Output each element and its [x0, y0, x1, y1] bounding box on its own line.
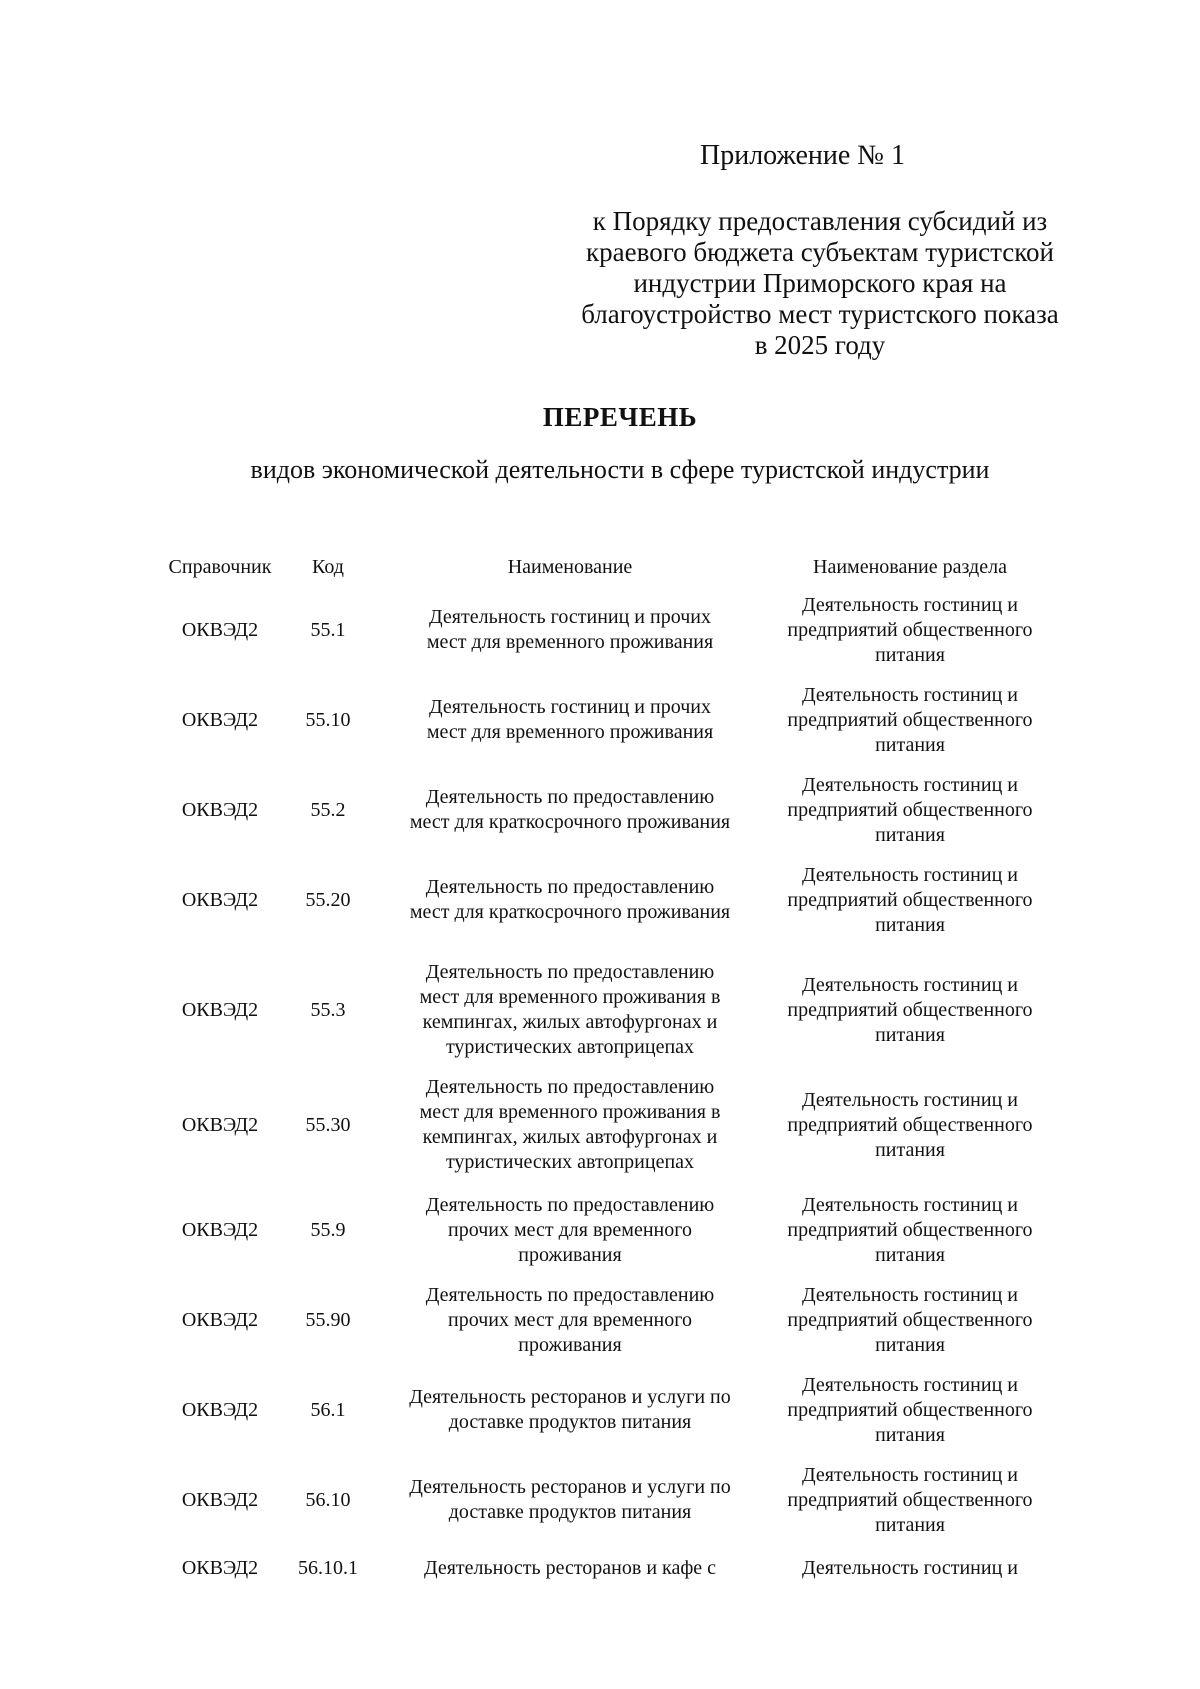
row-section-line: Деятельность гостиниц и	[802, 1463, 1018, 1486]
row-section-line: Деятельность гостиниц и	[802, 1193, 1018, 1216]
row-section	[760, 863, 1060, 938]
row-name-line: Деятельность гостиниц и прочих	[429, 696, 711, 718]
row-name	[380, 1283, 760, 1358]
row-name-line: мест для временного проживания	[426, 631, 714, 653]
row-name-line: Деятельность по предоставлению	[425, 961, 715, 983]
document-subtitle: видов экономической деятельности в сфере туристской индустрии	[250, 455, 990, 484]
row-name-line: Деятельность ресторанов и услуги по	[409, 1386, 731, 1408]
row-section	[760, 593, 1060, 668]
row-code-line: 55.30	[305, 1113, 351, 1136]
row-section-line: питания	[875, 1423, 945, 1446]
row-section	[760, 1283, 1060, 1358]
row-name-line: мест для временного проживания	[426, 721, 714, 743]
appendix-line: к Порядку предоставления субсидий из	[592, 206, 1048, 236]
row-code	[288, 618, 368, 643]
row-name	[380, 1475, 760, 1525]
row-reference-line: ОКВЭД2	[181, 888, 259, 911]
header-name: Наименование	[507, 556, 633, 578]
row-name-line: проживания	[518, 1333, 622, 1356]
appendix-line: в 2025 году	[754, 330, 886, 360]
row-name-line: доставке продуктов питания	[448, 1501, 692, 1523]
row-section-line: питания	[875, 823, 945, 846]
row-name-line: прочих мест для временного	[448, 1218, 692, 1241]
row-reference-line: ОКВЭД2	[181, 1308, 259, 1331]
row-name-line: Деятельность гостиниц и прочих	[429, 606, 711, 628]
row-name	[380, 785, 760, 835]
row-code-line: 56.1	[310, 1398, 346, 1421]
row-section-line: Деятельность гостиниц и	[802, 1088, 1018, 1111]
row-section-line: Деятельность гостиниц и	[802, 593, 1018, 616]
row-name-line: Деятельность по предоставлению	[425, 1193, 715, 1216]
row-name-line: мест для временного проживания в	[419, 1101, 721, 1123]
row-name-line: мест для краткосрочного проживания	[409, 811, 731, 833]
row-name-line: кемпингах, жилых автофургонах и	[422, 1011, 718, 1033]
row-name	[380, 960, 760, 1060]
row-code	[288, 1556, 368, 1581]
row-section-line: предприятий общественного	[787, 1113, 1033, 1136]
row-name	[380, 1193, 760, 1268]
row-reference-line: ОКВЭД2	[181, 1556, 259, 1579]
row-code	[288, 888, 368, 913]
row-code	[288, 1218, 368, 1243]
row-section-line: предприятий общественного	[787, 708, 1033, 731]
row-code	[288, 1488, 368, 1513]
row-reference	[150, 1218, 290, 1243]
row-section	[760, 1556, 1060, 1581]
row-section	[760, 1463, 1060, 1538]
row-section	[760, 1088, 1060, 1163]
row-name-line: проживания	[518, 1243, 622, 1266]
row-name	[380, 875, 760, 925]
row-section-line: питания	[875, 1513, 945, 1536]
row-reference	[150, 1556, 290, 1581]
row-reference-line: ОКВЭД2	[181, 618, 259, 641]
row-section-line: предприятий общественного	[787, 1218, 1033, 1241]
row-code-line: 56.10	[305, 1488, 351, 1511]
document-title: ПЕРЕЧЕНЬ	[542, 402, 698, 432]
row-code-line: 55.10	[305, 708, 351, 731]
row-section-line: Деятельность гостиниц и	[802, 973, 1018, 996]
row-section-line: питания	[875, 1243, 945, 1266]
row-name-line: мест для временного проживания в	[419, 986, 721, 1008]
row-code	[288, 1113, 368, 1138]
row-section-line: питания	[875, 913, 945, 936]
row-code	[288, 1398, 368, 1423]
row-section-line: Деятельность гостиниц и	[802, 683, 1018, 706]
row-section-line: питания	[875, 1333, 945, 1356]
row-section	[760, 683, 1060, 758]
row-section	[760, 1193, 1060, 1268]
row-section-line: Деятельность гостиниц и	[802, 863, 1018, 886]
row-reference	[150, 798, 290, 823]
row-name-line: туристических автоприцепах	[445, 1036, 695, 1058]
appendix-line: благоустройство мест туристского показа	[581, 299, 1059, 329]
appendix-title: Приложение № 1	[700, 140, 905, 171]
row-section-line: предприятий общественного	[787, 888, 1033, 911]
row-section	[760, 773, 1060, 848]
row-reference	[150, 998, 290, 1023]
row-code	[288, 998, 368, 1023]
row-name-line: мест для краткосрочного проживания	[409, 901, 731, 923]
row-section-line: предприятий общественного	[787, 1308, 1033, 1331]
row-code-line: 55.2	[310, 798, 346, 821]
row-name-line: Деятельность по предоставлению	[425, 1283, 715, 1306]
header-code: Код	[312, 556, 344, 578]
row-reference-line: ОКВЭД2	[181, 1218, 259, 1241]
header-reference: Справочник	[168, 556, 272, 578]
row-section-line: питания	[875, 1023, 945, 1046]
row-name-line: Деятельность по предоставлению	[425, 876, 715, 898]
row-reference-line: ОКВЭД2	[181, 1398, 259, 1421]
row-name-line: Деятельность ресторанов и кафе с	[423, 1556, 717, 1579]
row-name	[380, 1556, 760, 1581]
row-code	[288, 708, 368, 733]
row-name	[380, 695, 760, 745]
appendix-line: индустрии Приморского края на	[633, 268, 1007, 298]
row-reference	[150, 1113, 290, 1138]
row-code-line: 55.9	[310, 1218, 346, 1241]
row-code-line: 55.90	[305, 1308, 351, 1331]
row-code-line: 55.3	[310, 998, 346, 1021]
row-name-line: Деятельность ресторанов и услуги по	[409, 1476, 731, 1498]
row-section-line: Деятельность гостиниц и	[802, 1283, 1018, 1306]
row-section-line: Деятельность гостиниц и	[802, 773, 1018, 796]
row-reference	[150, 1488, 290, 1513]
row-section-line: предприятий общественного	[787, 1398, 1033, 1421]
row-name-line: туристических автоприцепах	[445, 1151, 695, 1173]
row-section-line: Деятельность гостиниц и	[802, 1373, 1018, 1396]
row-name-line: Деятельность по предоставлению	[425, 786, 715, 808]
row-section-line: питания	[875, 733, 945, 756]
row-section-line: предприятий общественного	[787, 1488, 1033, 1511]
row-code-line: 55.1	[310, 618, 346, 641]
row-reference-line: ОКВЭД2	[181, 998, 259, 1021]
row-section-line: предприятий общественного	[787, 798, 1033, 821]
row-name-line: кемпингах, жилых автофургонах и	[422, 1126, 718, 1148]
row-reference	[150, 1308, 290, 1333]
row-reference-line: ОКВЭД2	[181, 708, 259, 731]
row-code-line: 55.20	[305, 888, 351, 911]
row-reference	[150, 1398, 290, 1423]
row-code-line: 56.10.1	[298, 1556, 358, 1579]
row-name-line: прочих мест для временного	[448, 1308, 692, 1331]
row-section	[760, 1373, 1060, 1448]
row-name-line: доставке продуктов питания	[448, 1411, 692, 1433]
row-section-line: питания	[875, 1138, 945, 1161]
row-name	[380, 605, 760, 655]
row-reference-line: ОКВЭД2	[181, 1488, 259, 1511]
row-name	[380, 1385, 760, 1435]
row-section	[760, 973, 1060, 1048]
row-section-line: предприятий общественного	[787, 618, 1033, 641]
row-code	[288, 1308, 368, 1333]
row-reference-line: ОКВЭД2	[181, 1113, 259, 1136]
row-code	[288, 798, 368, 823]
row-name	[380, 1075, 760, 1175]
row-reference	[150, 708, 290, 733]
row-name-line: Деятельность по предоставлению	[425, 1076, 715, 1098]
header-section: Наименование раздела	[813, 556, 1007, 578]
row-reference-line: ОКВЭД2	[181, 798, 259, 821]
row-section-line: предприятий общественного	[787, 998, 1033, 1021]
row-reference	[150, 618, 290, 643]
row-section-line: питания	[875, 643, 945, 666]
row-reference	[150, 888, 290, 913]
appendix-line: краевого бюджета субъектам туристской	[586, 237, 1054, 267]
row-section-line: Деятельность гостиниц и	[802, 1556, 1018, 1579]
